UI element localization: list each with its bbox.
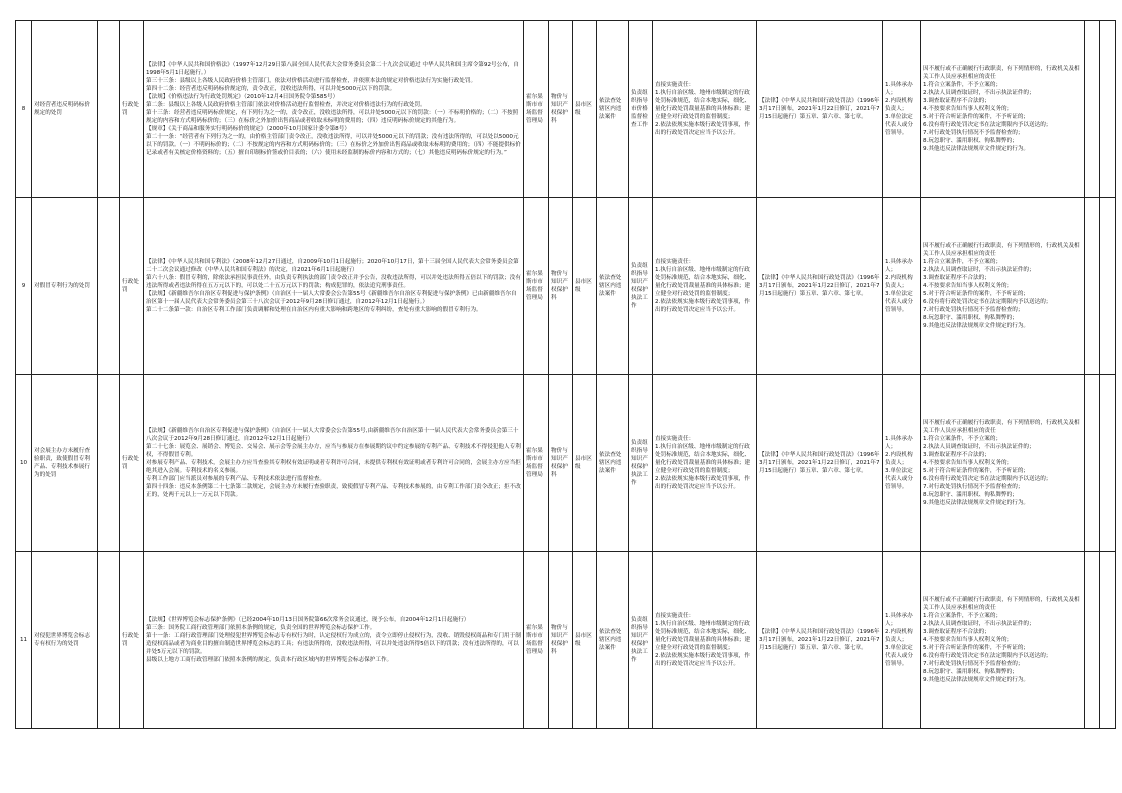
- jurisdiction-scope: 依法查处辖区内违法案件: [597, 198, 629, 375]
- liability-line: 5.对于符合听证条件的案件，不予听证的；: [923, 468, 1030, 474]
- subject-line: 2.内设机构负责人；: [885, 275, 913, 289]
- responsibility-items: [653, 375, 757, 552]
- blank-cell: [1085, 21, 1100, 198]
- accountability-basis: 【法律】《中华人民共和国行政处罚法》（1996年3月17日颁布，2021年1月22日修订，2021年7月15日起施行）第五章、第六章、第七章。: [757, 552, 883, 729]
- liability-line: 因不履行或不正确履行行政职责，有下列情形的，行政机关及相关工作人员应承担相应的责任: [923, 420, 1080, 434]
- blank-cell: [98, 552, 120, 729]
- liability-line: 9.其他违反法律法规规章文件规定的行为。: [923, 500, 1030, 506]
- implementing-dept: 霍尔果斯市市场监督管理局: [524, 198, 549, 375]
- law-line: 【法规】《价格违法行为行政处罚规定》（2010年12月4日国务院令第585号）: [146, 94, 339, 100]
- law-line: 专利工作部门应当派员对参展的专利产品、专利技术依法进行监督检查。: [146, 476, 326, 482]
- liability-line: 8.玩忽职守、滥用职权、徇私舞弊的；: [923, 492, 1018, 498]
- accountability-basis: 【法律】《中华人民共和国行政处罚法》（1996年3月17日颁布，2021年1月22日修订，2021年7月15日起施行）第五章、第六章、第七章。: [757, 198, 883, 375]
- legal-basis: [144, 198, 524, 375]
- blank-cell: [1100, 375, 1116, 552]
- liability-line: 2.执法人员调查取证时，不出示执法证件的；: [923, 621, 1035, 627]
- law-line: 【法律】《中华人民共和国专利法》（2008年12月27日通过，自2009年10月1日起施行；2020年10月17日，第十三届全国人民代表大会常务委员会第二十二次会议通过修改《中华人民共和国专利法》的决定，自2021年6月1日起施行）: [146, 259, 519, 273]
- accountability-subject: [883, 552, 921, 729]
- subject-line: 1.具体承办人；: [885, 436, 913, 450]
- legal-basis: [144, 21, 524, 198]
- law-line: 【法规】《新疆维吾尔自治区专利促进与保护条例》（自治区十一届人大常委会公告第55号,由新疆维吾尔自治区第十一届人民代表大会常务委员会第三十八次会议于2012年9月28日修订通过，自2012年12月1日起施行）: [146, 428, 519, 442]
- law-line: 第四十二条：经营者违反明码标价规定的，责令改正，没收违法所得，可以并处5000元以下的罚款。: [146, 86, 396, 92]
- department-duty: 负责组织指导市价格监督检查工作: [629, 21, 653, 198]
- subject-line: 1.具体承办人；: [885, 259, 913, 273]
- item-number: 8: [16, 21, 32, 198]
- responsibility-items: [653, 21, 757, 198]
- law-line: 【规章】《关于商品和服务实行明码标价的规定》（2000年10月国家计委令第8号）: [146, 126, 350, 132]
- liability-line: 3.调查取证程序不合法的；: [923, 275, 990, 281]
- law-line: 第二十二条第一款：自治区专利工作部门负责调解和处理在自治区内有重大影响和跨地区的专利纠纷，查处有重大影响的假冒专利行为。: [146, 307, 482, 313]
- accountability-basis: 【法律】《中华人民共和国行政处罚法》（1996年3月17日颁布，2021年1月22日修订，2021年7月15日起施行）第五章、第六章、第七章。: [757, 375, 883, 552]
- subject-line: 3.单位法定代表人或分管领导。: [885, 645, 913, 667]
- resp-line: 1.执行自治区级、地州市级制定的行政处罚标准规范，结合本地实际，细化、量化行政处罚裁量基准的具体标准；建立健全对行政处罚的监督制度；: [655, 90, 751, 120]
- power-type: 行政处罚: [120, 552, 144, 729]
- implementing-dept: 霍尔果斯市市场监督管理局: [524, 21, 549, 198]
- blank-cell: [1085, 375, 1100, 552]
- subject-line: 1.具体承办人；: [885, 82, 913, 96]
- liability-line: 6.没有将行政处罚决定书在法定期限内予以送达的；: [923, 476, 1052, 482]
- item-number: 10: [16, 375, 32, 552]
- legal-basis: [144, 375, 524, 552]
- blank-cell: [1085, 198, 1100, 375]
- liability-line: 2.执法人员调查取证时，不出示执法证件的；: [923, 267, 1035, 273]
- liability-line: 因不履行或不正确履行行政职责，有下列情形的，行政机关及相关工作人员应承担相应的责任: [923, 597, 1080, 611]
- item-number: 11: [16, 552, 32, 729]
- law-line: 第三条：国务院工商行政管理部门依照本条例的规定，负责全国的世界博览会标志保护工作。: [146, 625, 376, 631]
- law-line: 【法规】《新疆维吾尔自治区专利促进与保护条例》（自治区十一届人大常委会公告第55号《新疆维吾尔自治区专利促进与保护条例》已由新疆维吾尔自治区第十一届人民代表大会常务委员会第三十八次会议于2012年9月28日修订通过，自2012年12月1日起施行。）: [146, 291, 517, 305]
- liability-line: 8.玩忽职守、滥用职权、徇私舞弊的；: [923, 669, 1018, 675]
- liability-line: 2.执法人员调查取证时，不出示执法证件的；: [923, 444, 1035, 450]
- liability-line: 4.不按要求告知当事人权利义务的；: [923, 283, 1013, 289]
- law-line: 【法规】《世界博览会标志保护条例》（已经2004年10月13日国务院第66次常务会议通过，现予公布，自2004年12月1日起施行）: [146, 617, 470, 623]
- powers-table: [15, 20, 1116, 729]
- liability-line: 6.没有将行政处罚决定书在法定期限内予以送达的；: [923, 122, 1052, 128]
- jurisdiction-scope: 依法查处辖区内违法案件: [597, 552, 629, 729]
- liability-line: 7.对行政处罚执行情况不予监督检查的；: [923, 661, 1024, 667]
- law-line: 第十三条：经营者违反明码标价规定，有下列行为之一的，责令改正，没收违法所得，可以并处5000元以下的罚款：（一）不标明价格的；（二）不按照规定的内容和方式明码标价的；（三）在标价之外加价出售商品或者收取未标明的费用的；（四）违反明码标价规定的其他行为。: [146, 110, 519, 124]
- jurisdiction-scope: 依法查处辖区内违法案件: [597, 375, 629, 552]
- liability-line: 2.执法人员调查取证时，不出示执法证件的；: [923, 90, 1035, 96]
- blank-cell: [1100, 552, 1116, 729]
- liability-line: 7.对行政处罚执行情况不予监督检查的；: [923, 130, 1024, 136]
- responsibility-items: [653, 552, 757, 729]
- subject-line: 3.单位法定代表人或分管领导。: [885, 114, 913, 136]
- liability-line: 1.符合立案条件，不予立案的；: [923, 436, 1002, 442]
- admin-level: 县市区级: [573, 375, 597, 552]
- subject-line: 1.具体承办人；: [885, 613, 913, 627]
- liability-line: 7.对行政处罚执行情况不予监督检查的；: [923, 484, 1024, 490]
- liability-line: 8.玩忽职守、滥用职权、徇私舞弊的；: [923, 138, 1018, 144]
- liability-line: 1.符合立案条件，不予立案的；: [923, 613, 1002, 619]
- law-line: 第三十三条：县级以上各级人民政府价格主管部门，依法对价格活动进行监督检查，并依照本法的规定对价格违法行为实施行政处罚。: [146, 78, 477, 84]
- department-duty: 负责组织指导知识产权保护执法工作: [629, 552, 653, 729]
- law-line: 第二十一条：“经营者有下列行为之一的，由价格主管部门责令改正，没收违法所得，可以并处5000元以下的罚款；没有违法所得的，可以处以5000元以下的罚款。（一）不明码标价的；（二）不按规定的内容和方式明码标价的；（三）在标价之外加价出售商品或收取未标明的费用的；（四）不能提供标价记录或者有关核定价格资料的；（五）擅自印制标价签或价目表的；（六）使用未经监制的标价内容和方式的；（七）其他违反明码标价规定的行为。”: [146, 134, 521, 156]
- liability-line: 5.对于符合听证条件的案件，不予听证的；: [923, 291, 1030, 297]
- liability-line: 9.其他违反法律法规规章文件规定的行为。: [923, 323, 1030, 329]
- resp-line: 1.执行自治区级、地州市级制定的行政处罚标准规范，结合本地实际，细化、量化行政处罚裁量基准的具体标准；建立健全对行政处罚的监督制度；: [655, 444, 751, 474]
- item-name: 对侵犯世界博览会标志专有权行为的处罚: [32, 552, 98, 729]
- accountability-subject: [883, 198, 921, 375]
- resp-line: 直接实施责任：: [655, 259, 695, 265]
- item-name: 对假冒专利行为的处罚: [32, 198, 98, 375]
- liability-line: 5.对于符合听证条件的案件，不予听证的；: [923, 114, 1030, 120]
- subject-line: 2.内设机构负责人；: [885, 98, 913, 112]
- table-row: [16, 21, 1116, 198]
- subject-line: 3.单位法定代表人或分管领导。: [885, 468, 913, 490]
- resp-line: 2.依法依规实施本级行政处罚事项，作出的行政处罚决定应当予以公开。: [655, 122, 750, 136]
- accountability-basis: 【法律】《中华人民共和国行政处罚法》（1996年3月17日颁布，2021年1月22日修订，2021年7月15日起施行）第五章、第六章、第七章。: [757, 21, 883, 198]
- accountability-subject: [883, 21, 921, 198]
- accountability-situations: [921, 375, 1085, 552]
- blank-cell: [98, 21, 120, 198]
- law-line: 第六十八条：假冒专利的，除依法承担民事责任外，由负责专利执法的部门责令改正并予公告，没收违法所得，可以并处违法所得五倍以下的罚款；没有违法所得或者违法所得在五万元以下的，可以处二十五万元以下的罚款；构成犯罪的，依法追究刑事责任。: [146, 275, 521, 289]
- responsible-office: 物价与知识产权保护科: [549, 552, 573, 729]
- item-number: 9: [16, 198, 32, 375]
- liability-line: 5.对于符合听证条件的案件，不予听证的；: [923, 645, 1030, 651]
- liability-line: 因不履行或不正确履行行政职责，有下列情形的，行政机关及相关工作人员应承担相应的责任: [923, 243, 1080, 257]
- liability-line: 3.调查取证程序不合法的；: [923, 452, 990, 458]
- table-row: [16, 198, 1116, 375]
- law-line: 【法律】《中华人民共和国价格法》（1997年12月29日第八届全国人民代表大会常务委员会第二十九次会议通过 中华人民共和国主席令第92号公布，自1998年5月1日起施行。）: [146, 62, 519, 76]
- blank-cell: [98, 375, 120, 552]
- liability-line: 6.没有将行政处罚决定书在法定期限内予以送达的；: [923, 653, 1052, 659]
- accountability-situations: [921, 198, 1085, 375]
- law-line: 第二十七条：展览会、展销会、博览会、交易会、展示会等会展主办方，应当与参展方在参展期约议中约定参展的专利产品、专利技术不得侵犯他人专利权，不得假冒专利。: [146, 444, 521, 458]
- responsible-office: 物价与知识产权保护科: [549, 198, 573, 375]
- liability-line: 8.玩忽职守、滥用职权、徇私舞弊的；: [923, 315, 1018, 321]
- power-type: 行政处罚: [120, 375, 144, 552]
- blank-cell: [98, 198, 120, 375]
- law-line: 第二条：县级以上各级人民政府价格主管部门依法对价格活动进行监督检查，并决定对价格违法行为的行政处罚。: [146, 102, 426, 108]
- implementing-dept: 霍尔果斯市市场监督管理局: [524, 552, 549, 729]
- liability-line: 7.对行政处罚执行情况不予监督检查的；: [923, 307, 1024, 313]
- liability-line: 9.其他违反法律法规规章文件规定的行为。: [923, 677, 1030, 683]
- liability-line: 1.符合立案条件，不予立案的；: [923, 259, 1002, 265]
- responsible-office: 物价与知识产权保护科: [549, 375, 573, 552]
- blank-cell: [1100, 198, 1116, 375]
- item-name: 对会展主办方未履行查验职责，致使假冒专利产品、专利技术参展行为的处罚: [32, 375, 98, 552]
- resp-line: 1.执行自治区级、地州市级制定的行政处罚标准规范，结合本地实际，细化、量化行政处罚裁量基准的具体标准；建立健全对行政处罚的监督制度；: [655, 267, 751, 297]
- department-duty: 负责组织指导知识产权保护执法工作: [629, 198, 653, 375]
- liability-line: 1.符合立案条件，不予立案的；: [923, 82, 1002, 88]
- liability-line: 因不履行或不正确履行行政职责，有下列情形的，行政机关及相关工作人员应承担相应的责任: [923, 66, 1080, 80]
- item-name: 对经营者违反明码标价规定的处罚: [32, 21, 98, 198]
- resp-line: 1.执行自治区级、地州市级制定的行政处罚标准规范，结合本地实际，细化、量化行政处罚裁量基准的具体标准；建立健全对行政处罚的监督制度；: [655, 621, 751, 651]
- blank-cell: [1085, 552, 1100, 729]
- liability-line: 4.不按要求告知当事人权利义务的；: [923, 637, 1013, 643]
- table-row: [16, 375, 1116, 552]
- resp-line: 2.依法依规实施本级行政处罚事项，作出的行政处罚决定应当予以公开。: [655, 476, 750, 490]
- liability-line: 6.没有将行政处罚决定书在法定期限内予以送达的；: [923, 299, 1052, 305]
- department-duty: 负责组织指导知识产权保护执法工作: [629, 375, 653, 552]
- liability-line: 9.其他违反法律法规规章文件规定的行为。: [923, 146, 1030, 152]
- resp-line: 2.依法依规实施本级行政处罚事项，作出的行政处罚决定应当予以公开。: [655, 299, 750, 313]
- admin-level: 县市区级: [573, 21, 597, 198]
- liability-line: 4.不按要求告知当事人权利义务的；: [923, 106, 1013, 112]
- liability-line: 3.调查取证程序不合法的；: [923, 629, 990, 635]
- law-line: 县级以上地方工商行政管理部门依照本条例的规定，负责本行政区域内的世界博览会标志保护工作。: [146, 657, 393, 663]
- law-line: 对参展专利产品、专利技术，会展主办方应当查验其专利权有效证明或者专利许可合同，未提供专利权有效证明或者专利许可合同的，会展主办方应当拒绝其进入会展。专利技术的名义参展。: [146, 460, 521, 474]
- resp-line: 2.依法依规实施本级行政处罚事项，作出的行政处罚决定应当予以公开。: [655, 653, 750, 667]
- implementing-dept: 霍尔果斯市市场监督管理局: [524, 375, 549, 552]
- responsibility-items: [653, 198, 757, 375]
- resp-line: 直接实施责任：: [655, 82, 695, 88]
- responsible-office: 物价与知识产权保护科: [549, 21, 573, 198]
- legal-basis: [144, 552, 524, 729]
- subject-line: 2.内设机构负责人；: [885, 452, 913, 466]
- accountability-situations: [921, 552, 1085, 729]
- admin-level: 县市区级: [573, 552, 597, 729]
- accountability-situations: [921, 21, 1085, 198]
- power-type: 行政处罚: [120, 198, 144, 375]
- accountability-subject: [883, 375, 921, 552]
- power-type: 行政处罚: [120, 21, 144, 198]
- resp-line: 直接实施责任：: [655, 613, 695, 619]
- liability-line: 4.不按要求告知当事人权利义务的；: [923, 460, 1013, 466]
- subject-line: 3.单位法定代表人或分管领导。: [885, 291, 913, 313]
- table-row: [16, 552, 1116, 729]
- admin-level: 县市区级: [573, 198, 597, 375]
- law-line: 第十一条：工商行政管理部门处理侵犯世界博览会标志专有权行为时，认定侵权行为成立的，责令立即停止侵权行为，没收、销毁侵权商品和专门用于制造侵权商品或者为商业目的擅自制造世界博览会标志的工具；有违法所得的，没收违法所得，可以并处违法所得5倍以下的罚款；没有违法所得的，可以并处5万元以下的罚款。: [146, 633, 521, 655]
- law-line: 第四十四条：违反本条例第二十七条第二款规定，会展主办方未履行查验职责，致使假冒专利产品、专利技术参展的，由专利工作部门责令改正；拒不改正的，处两千元以上一万元以下罚款。: [146, 484, 521, 498]
- jurisdiction-scope: 依法查处辖区内违法案件: [597, 21, 629, 198]
- liability-line: 3.调查取证程序不合法的；: [923, 98, 990, 104]
- blank-cell: [1100, 21, 1116, 198]
- resp-line: 直接实施责任：: [655, 436, 695, 442]
- subject-line: 2.内设机构负责人；: [885, 629, 913, 643]
